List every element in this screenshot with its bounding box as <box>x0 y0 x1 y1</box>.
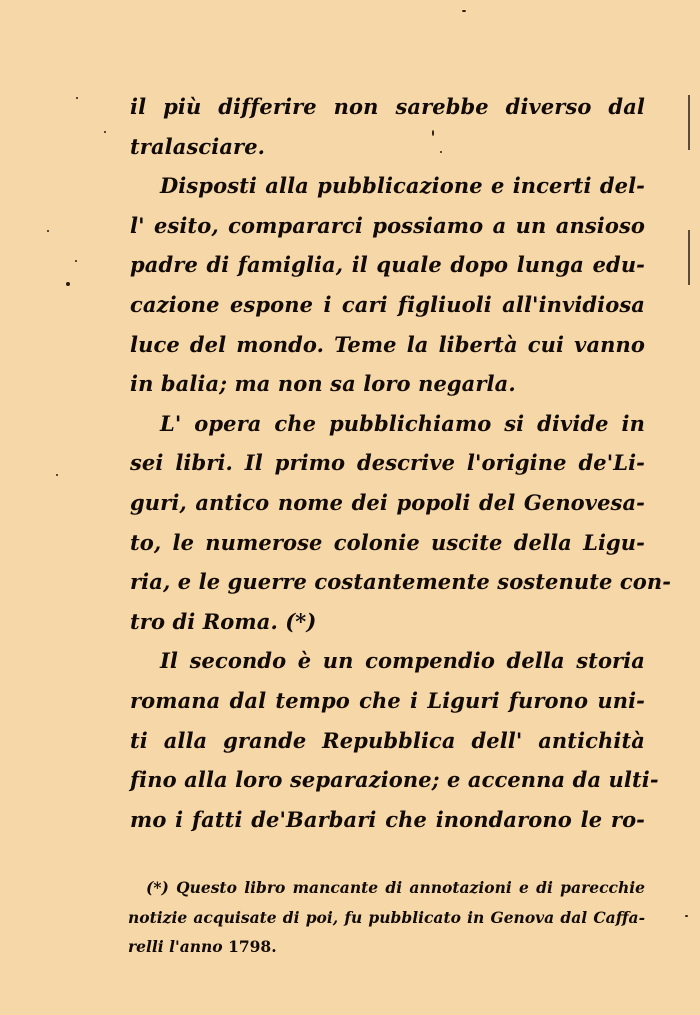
text-line: ria, e le guerre costantemente sostenute con- <box>130 569 672 595</box>
footnote-line <box>128 932 645 962</box>
text-line: mo i fatti de'Barbari che inondarono le ro- <box>130 806 645 832</box>
text-line: ti alla grande Repubblica dell' antichità <box>130 727 645 753</box>
text-line: romana dal tempo che i Liguri furono uni- <box>130 687 645 713</box>
text-line: tralasciare. <box>130 133 266 159</box>
scan-speck <box>685 915 688 917</box>
text-line: tro di Roma. (*) <box>130 608 317 634</box>
text-line: sei libri. Il primo descrive l'origine de'Li- <box>130 450 645 476</box>
footnote <box>128 873 645 962</box>
scan-speck <box>440 151 442 153</box>
scan-speck <box>432 130 434 136</box>
text-line: luce del mondo. Teme la libertà cui vanno <box>130 331 645 357</box>
text-line: il più differire non sarebbe diverso dal <box>130 94 645 119</box>
scan-speck <box>66 282 70 286</box>
scan-speck <box>462 10 466 12</box>
text-line: L' opera che pubblichiamo si divide in <box>160 410 645 436</box>
text-line: in balia; ma non sa loro negarla. <box>130 371 516 397</box>
page-edge-mark <box>688 230 690 285</box>
footnote-year: 1798. <box>228 937 277 956</box>
scan-speck <box>104 131 106 133</box>
page-edge-mark <box>688 95 690 150</box>
text-line: fino alla loro separazione; e accenna da ulti- <box>130 767 659 793</box>
scan-speck <box>75 260 77 262</box>
text-line: Il secondo è un compendio della storia <box>160 648 645 674</box>
footnote-line: notizie acquisate di poi, fu pubblicato in Genova dal Caffa- <box>128 907 645 927</box>
scan-speck <box>56 474 58 476</box>
footnote-line: (*) Questo libro mancante di annotazioni e di parecchie <box>146 878 645 897</box>
text-line: to, le numerose colonie uscite della Ligu- <box>130 529 645 555</box>
text-line: guri, antico nome dei popoli del Genovesa- <box>130 489 645 515</box>
main-text <box>130 87 672 839</box>
text-line: Disposti alla pubblicazione e incerti del- <box>160 173 645 199</box>
text-line: padre di famiglia, il quale dopo lunga edu- <box>130 252 645 278</box>
text-line: cazione espone i cari figliuoli all'invidiosa <box>130 291 645 317</box>
text-line: l' esito, compararci possiamo a un ansioso <box>130 212 645 238</box>
scan-speck <box>76 97 78 99</box>
scan-speck <box>47 230 49 232</box>
footnote-text: relli l'anno <box>128 937 223 956</box>
